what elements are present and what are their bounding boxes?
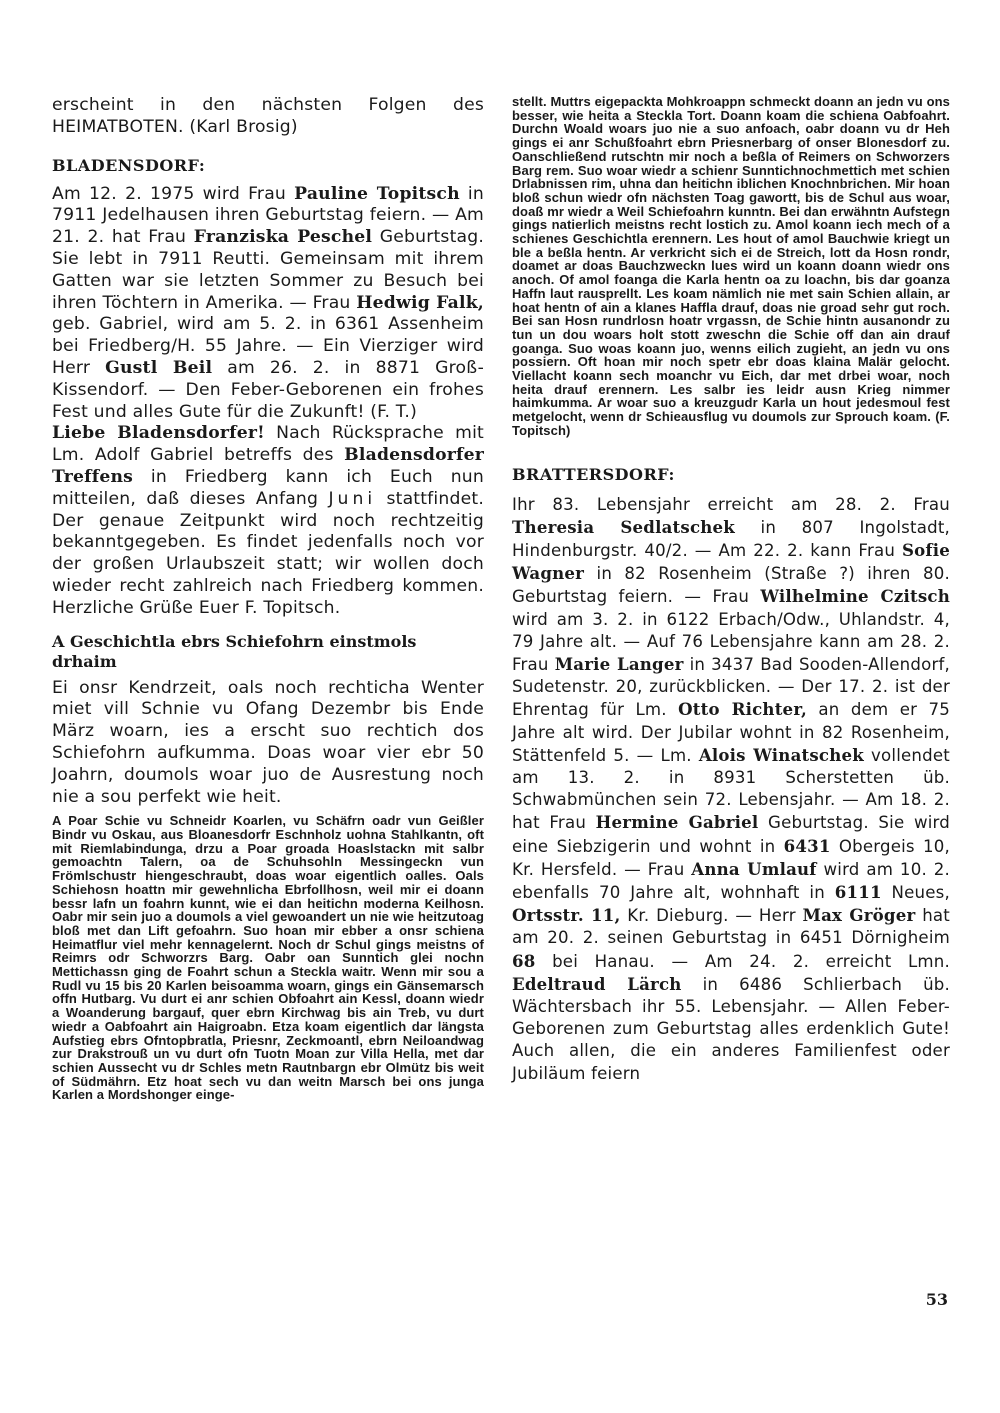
person-name: Anna Umlauf <box>691 858 817 879</box>
left-column <box>52 95 484 1102</box>
person-name: Alois Winatschek <box>698 744 864 765</box>
page-number: 53 <box>925 1290 948 1309</box>
text-run: Kr. Dieburg. — Herr <box>620 906 803 926</box>
text-run: Geburtstag. Sie lebt in 7911 Reutti. Gemeinsam mit ihrem Gatten war sie letzten Sommer zu Besuch bei ihren Töchtern in Amerika. — Frau <box>52 227 485 313</box>
person-name: Sofie Wagner <box>512 539 950 584</box>
event-name: Bladensdorfer Treffens <box>52 445 484 487</box>
text-run: Geburtstag. Sie wird eine Siebzigerin und wohnt in <box>512 813 951 856</box>
brattersdorf-birthdays-paragraph <box>512 494 950 1085</box>
person-name: Hermine Gabriel <box>595 812 759 833</box>
text-run: wird am 3. 2. in 6122 Erbach/Odw., Uhlandstr. 4, 79 Jahre alt. — Auf 76 Lebensjahre kann am 28. 2. Frau <box>512 609 950 674</box>
right-column <box>512 95 950 1085</box>
person-name: Max Gröger <box>802 905 916 926</box>
section-heading-bladensdorf: BLADENSDORF: <box>52 155 206 175</box>
story-title: A Geschichtla ebrs Schiefohrn einstmols drhaim <box>52 631 417 671</box>
text-run: stattfindet. Der genaue Zeitpunkt wird noch rechtzeitig bekanntgegeben. Es findet jedenfalls noch vor der großen Urlaubszeit statt; wir wollen doch wieder recht zahlreich nach Friedberg kommen. Herzliche Grüße Euer F. Topitsch. <box>52 488 484 618</box>
story-continuation-paragraph: stellt. Muttrs eigepackta Mohkroappn schmeckt doann an jedn vu ons besser, wie heita a Steckla Tort. Doann koam die schiena Oabfoahrt. Durchn Woald woars juo nie a suo anfoach, oabr doann vu dr Heh gings ei anr Schußfoahrt ebrn Priesnerbarg of onser Blonesdorf zu. Oanschließend rutschtn mir noch a beßla of Reimers on Schworzers Barg rem. Suo woar wiedr a schienr Sunntichnochmettich met schien Drlabnissen rim, uhna dan heitichn iblichen Knochnbrichen. Mir hoan bloß schun wiedr ofn nächsten Toag gawortt, bis de Schul aus woar, doaß mr wiedr a Weil Schiefoahrn kunntn. Bei dan erwähntn Aufstegn gings natierlich meistns recht lostich zu. Amol koann iech mech of a schienes Geschichtla erennern. Les hout of amol Bauchwie kriegt un ble a beßla hentn. Ar verkricht sich ei de Streich, lott da Hosn rondr, doamet ar doas Bauchzweckn lues wird un koann doann wiedr ons anoch. Of amol foanga die Karla hentn oa zu loachn, bis dar goanza Haffn laut rausprellt. Les koam nämlich nie met sain Schien allain, ar hoat hentn of ain a klanes Haffla drauf, doas nie groad sehr gut roch. Bei san Hosn rundrlosn hoatr vrgassn, de Schie hintn ausanondr zu tun un dou woars holt stott zweschn die Schie off dan ain drauf goanga. Suo woas koann juo, wenns eilich zugieht, an jedn vu ons possiern. Oft hoan mir noch spetr ebr doas klaina Malär gelocht. Viellacht koann sech moanchr vu Eich, dar met drbei woar, noch heita drauf erennern. Les salbr ies leidr ausn Krieg nimmer haimkumma. Ar woar suo a kreuzgudr Karla un hout jedesmoul fest metgelocht, wenn dr Schieausflug vu doumols zur Sprouch koam. (F. Topitsch) <box>512 94 950 438</box>
text-run: in 3437 Bad Sooden-Allendorf, Sudetenstr. 20, zurückblicken. — Der 17. 2. ist der Ehrentag für Lm. <box>512 655 950 720</box>
intro-paragraph: erscheint in den nächsten Folgen des HEIMATBOTEN. (Karl Brosig) <box>52 95 484 137</box>
person-name: Wilhelmine Czitsch <box>760 586 950 607</box>
text-run: am 26. 2. in 8871 Groß-Kissendorf. — Den Feber-Geborenen ein frohes Fest und alles Gute für die Zukunft! (F. T.) <box>52 357 484 422</box>
person-name: Hedwig Falk, <box>356 292 484 313</box>
text-run: in 6486 Schlierbach üb. Wächtersbach ihr 55. Lebensjahr. — Allen Feber-Geborenen zum Geburtstag alles erdenklich Gute! Auch allen, die ein anderes Familienfest oder Jubiläum feiern <box>512 974 951 1083</box>
person-name: Franziska Peschel <box>193 227 373 248</box>
text-run: vollendet am 13. 2. in 8931 Scherstetten üb. Schwabmünchen sein 72. Lebensjahr. — Am 18. 2. hat Frau <box>512 745 950 833</box>
story-intro-paragraph: Ei onsr Kendrzeit, oals noch rechticha Wenter miet vill Schnie vu Ofang Dezembr bis Ende März woarn, ies a erscht suo rechtich dos Schiefohrn aufkumma. Doas woar vier ebr 50 Joahrn, doumols woar juo de Ausrestung noch nie a sou perfekt wie heit. <box>52 677 484 807</box>
bladensdorf-birthdays-paragraph <box>52 184 484 424</box>
text-run: Neues, <box>881 883 950 903</box>
person-name: Edeltraud Lärch <box>512 973 682 994</box>
text-run: geb. Gabriel, wird am 5. 2. in 6361 Assenheim bei Friedberg/H. 55 Jahre. — Ein Vierziger wird Herr <box>52 314 484 378</box>
person-name: Otto Richter, <box>678 699 808 720</box>
text-run: in 807 Ingolstadt, Hindenburgstr. 40/2. — Am 22. 2. kann Frau <box>512 517 951 560</box>
text-run: Nach Rücksprache mit Lm. Adolf Gabriel betreffs des <box>52 423 484 466</box>
person-name: Marie Langer <box>554 654 684 674</box>
text-run: hat am 20. 2. seinen Geburtstag in 6451 Dörnigheim <box>512 906 950 948</box>
bladensdorf-letter-paragraph <box>52 423 484 619</box>
text-run: in Friedberg kann ich Euch nun mitteilen, daß dieses Anfang <box>52 466 484 509</box>
text-run: in 7911 Jedelhausen ihren Geburtstag feiern. — Am 21. 2. hat Frau <box>52 183 484 248</box>
person-name: Theresia Sedlatschek <box>512 516 735 537</box>
text-run: bei Hanau. — Am 24. 2. erreicht Lmn. <box>535 951 950 971</box>
text-run: in 82 Rosenheim (Straße ?) ihren 80. Geburtstag feiern. — Frau <box>512 564 950 607</box>
person-name: Pauline Topitsch <box>294 183 460 204</box>
text-run: Ihr 83. Lebensjahr erreicht am 28. 2. Frau <box>512 494 950 514</box>
text-run: an dem er 75 Jahre alt wird. Der Jubilar wohnt in 82 Rosenheim, Stättenfeld 5. — Lm. <box>512 700 951 765</box>
text-run: Obergeis 10, Kr. Hersfeld. — Frau <box>512 836 950 879</box>
spaced-word: Juni <box>328 488 377 509</box>
greeting: Liebe Bladensdorfer! <box>52 423 265 444</box>
house-number: 68 <box>512 950 536 971</box>
person-name: Gustl Beil <box>105 357 213 378</box>
postal-code: 6431 <box>783 835 831 856</box>
section-heading-brattersdorf: BRATTERSDORF: <box>512 464 675 484</box>
text-run: Am 12. 2. 1975 wird Frau <box>52 183 295 204</box>
story-body-paragraph: A Poar Schie vu Schneidr Koarlen, vu Schäfrn oadr vun Geißler Bindr vu Oskau, aus Bloanesdorfr Eschnholz uohna Stahlkantn, oft mit Riemlabindunga, drzu a Poar groada Hoaslstackn mit salbr gemoachtn Talern, oa de Schuhsohln Messingeckn vun Frömlschustr hiengeschraubt, doas woar eigentlich oalles. Oals Schiehosn hoattn mir gewehnlicha Ebrfollhosn, weil mir ei doann bessr lafn un foahrn kunnt, wie ei dan heitichn moderna Keilhosn. Oabr mir sein juo a doumols a viel gewoandert un nie wie heitzutoag bloß met dan Lift gefoahrn. Suo hoan mir ebber a onsr schiena Heimatflur viel mehr kennagelernt. Noch dr Schul gings meistns of Reimrs odr Schworzrs Barg. Oabr oan Sunntich glei nochn Mettichassn ging de Foahrt schun a Steckla waitr. Wenn mir sou a Rudl vu 15 bis 20 Karlen beisoamma woarn, gings ein Gänsemarsch offn Hutbarg. Vu durt ei anr schien Obfoahrt ain Kessl, doann wiedr a Woanderung bargauf, quer ebrn Kirchwag bis ain Treb, vu durt wiedr a Oabfoahrt ain Haigroabn. Etza koam eigentlich dar längsta Aufstieg ebrs Ofntopbratla, Priesnr, Zeckmoantl, ebrn Neiloandwag zur Drakstrouß un vu durt ofn Tuotn Moan zur Villa Hella, met dar schien Aussecht vu dr Schles metn Rautnbargn ebr Olmütz bis weit of Südmährn. Etz hoat sech vu dan weitn Marsch bei ons junga Karlen a Mordshonger einge- <box>52 813 484 1103</box>
text-run: wird am 10. 2. ebenfalls 70 Jahre alt, wohnhaft in <box>512 859 950 903</box>
postal-code: 6111 <box>834 882 882 903</box>
street-address: Ortsstr. 11, <box>512 905 621 926</box>
